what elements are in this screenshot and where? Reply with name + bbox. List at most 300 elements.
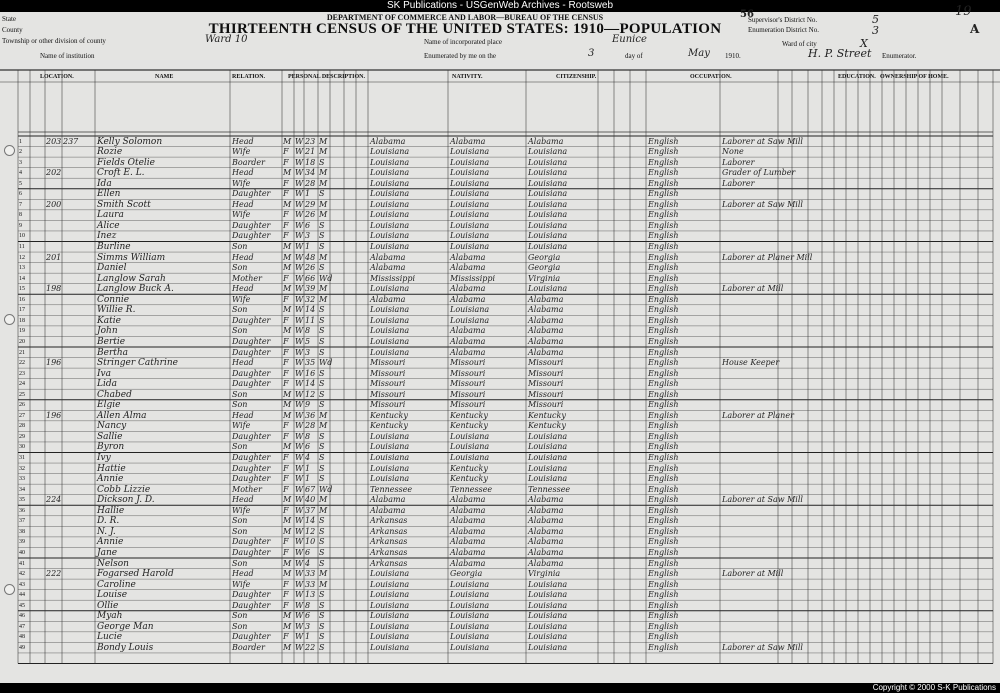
row-cell-bp: Louisiana [370,231,410,241]
row-cell-bp: Louisiana [370,347,410,357]
row-cell-n: 37 [19,518,25,525]
row-cell-rel: Daughter [232,220,271,230]
row-cell-age: 39 [305,284,316,294]
row-cell-ms: M [319,210,328,220]
row-cell-ms: Wd [319,273,333,283]
row-cell-fbp: Louisiana [450,199,490,209]
row-cell-lang: English [648,505,679,515]
row-cell-lang: English [648,400,679,410]
row-cell-mbp: Alabama [528,305,564,315]
row-cell-mbp: Alabama [528,136,564,146]
row-cell-ms: M [319,410,328,420]
row-cell-n: 29 [19,433,25,440]
row-cell-n: 49 [19,644,25,651]
row-cell-fbp: Louisiana [450,442,490,452]
row-cell-rel: Daughter [232,463,271,473]
row-cell-name: Myah [97,611,123,622]
row-cell-mbp: Louisiana [528,600,568,610]
row-cell-name: Kelly Solomon [97,136,163,147]
row-cell-n: 39 [19,539,25,546]
row-cell-occ: Laborer at Mill [722,569,784,579]
row-cell-mbp: Alabama [528,526,564,536]
row-cell-bp: Alabama [370,495,406,505]
row-cell-bp: Missouri [370,389,406,399]
row-cell-race: W [295,558,304,568]
row-cell-race: W [295,453,304,462]
source-bar-text: SK Publications - USGenWeb Archives - Rootsweb [386,0,614,11]
row-cell-name: Daniel [97,263,127,274]
row-cell-lang: English [648,421,679,431]
row-cell-race: W [295,484,304,494]
row-cell-name: Burline [97,242,131,252]
row-cell-sex: F [283,590,289,600]
row-cell-mbp: Alabama [528,336,564,346]
row-cell-age: 14 [305,516,316,526]
supervisor-number: 5 [872,13,879,26]
row-cell-age: 5 [305,336,311,346]
row-cell-race: W [295,431,304,441]
binder-hole [4,314,15,325]
row-cell-mbp: Louisiana [528,242,568,251]
row-cell-name: Elgie [97,400,121,411]
row-cell-mbp: Louisiana [528,199,568,209]
row-cell-n: 40 [19,549,25,556]
row-cell-sex: M [283,526,292,536]
row-cell-age: 1 [305,632,311,642]
row-cell-age: 13 [305,590,316,600]
row-cell-sex: M [283,516,292,526]
row-cell-lang: English [648,157,679,167]
group-nativity: NATIVITY. [452,74,483,80]
row-cell-name: Ida [97,178,112,189]
row-cell-occ: None [722,147,744,157]
row-cell-mbp: Missouri [528,368,564,378]
row-cell-sex: M [283,389,292,399]
row-cell-age: 12 [305,389,316,399]
row-cell-fbp: Kentucky [450,474,488,484]
row-cell-rel: Daughter [232,189,271,199]
row-cell-rel: Head [232,495,254,505]
row-cell-name: Allen Alma [97,410,147,421]
enumerator-label: Enumerator. [882,52,917,60]
row-cell-rel: Son [232,242,248,251]
row-cell-rel: Daughter [232,379,271,389]
township-value: Ward 10 [205,34,248,45]
row-cell-bp: Louisiana [370,621,410,631]
row-cell-ms: M [319,252,328,262]
row-cell-lang: English [648,273,679,283]
row-cell-dw: 198 [46,284,62,294]
row-cell-race: W [295,136,304,146]
row-cell-name: Katie [97,315,121,326]
row-cell-sex: M [283,168,292,178]
row-cell-n: 5 [19,180,22,187]
row-cell-ms: M [319,421,328,431]
row-cell-lang: English [648,495,679,505]
row-cell-bp: Louisiana [370,189,410,199]
row-cell-lang: English [648,569,679,579]
row-cell-n: 46 [19,613,25,620]
row-cell-name: Ivy [97,453,111,463]
row-cell-bp: Louisiana [370,315,410,325]
row-cell-age: 8 [305,326,311,336]
row-cell-rel: Daughter [232,347,271,357]
row-cell-n: 47 [19,623,25,630]
row-cell-sex: M [283,326,292,336]
row-cell-bp: Alabama [370,136,406,146]
row-cell-mbp: Louisiana [528,431,568,441]
row-cell-lang: English [648,547,679,557]
row-cell-bp: Louisiana [370,642,410,652]
row-cell-sex: M [283,305,292,315]
row-cell-dw: 196 [46,358,62,368]
row-cell-ms: S [319,220,325,230]
row-cell-rel: Boarder [232,642,265,652]
row-cell-fbp: Alabama [450,516,486,526]
row-cell-age: 6 [305,220,311,230]
row-cell-sex: F [283,484,289,494]
row-cell-fbp: Missouri [450,400,486,410]
row-cell-race: W [295,294,304,304]
row-cell-n: 19 [19,328,25,335]
row-cell-lang: English [648,189,679,199]
row-cell-lang: English [648,347,679,357]
row-cell-bp: Louisiana [370,442,410,452]
row-cell-fam: 237 [63,136,79,146]
row-cell-sex: F [283,178,289,188]
row-cell-n: 9 [19,222,22,229]
row-cell-sex: F [283,315,289,325]
row-cell-occ: Laborer at Saw Mill [722,495,803,505]
row-cell-name: Ollie [97,600,119,611]
row-cell-ms: S [319,600,325,610]
row-cell-fbp: Alabama [450,347,486,357]
row-cell-fbp: Louisiana [450,453,490,462]
row-cell-lang: English [648,463,679,473]
row-cell-race: W [295,347,304,357]
row-cell-rel: Daughter [232,453,271,462]
row-cell-age: 26 [305,263,316,273]
row-cell-name: Annie [97,474,124,485]
row-cell-mbp: Georgia [528,252,561,262]
row-cell-bp: Kentucky [370,421,408,431]
row-cell-n: 35 [19,497,25,504]
row-cell-ms: S [319,368,325,378]
row-cell-bp: Louisiana [370,600,410,610]
row-cell-bp: Alabama [370,263,406,273]
row-cell-lang: English [648,516,679,526]
row-cell-bp: Louisiana [370,284,410,294]
row-cell-mbp: Louisiana [528,231,568,241]
row-cell-rel: Mother [232,484,262,494]
row-cell-mbp: Louisiana [528,284,568,294]
row-cell-fbp: Alabama [450,294,486,304]
row-cell-race: W [295,590,304,600]
row-cell-mbp: Kentucky [528,421,566,431]
row-cell-n: 23 [19,370,25,377]
row-cell-n: 25 [19,391,25,398]
row-cell-race: W [295,421,304,431]
row-cell-age: 33 [305,579,316,589]
row-cell-rel: Son [232,389,248,399]
row-cell-name: Simms William [97,252,166,263]
row-cell-race: W [295,505,304,515]
row-cell-age: 34 [305,168,316,178]
row-cell-age: 3 [305,347,311,357]
row-cell-name: George Man [97,621,154,632]
row-cell-sex: M [283,558,292,568]
row-cell-lang: English [648,621,679,631]
row-cell-n: 38 [19,528,25,535]
row-cell-age: 3 [305,621,311,631]
row-cell-n: 41 [19,560,25,567]
row-cell-lang: English [648,178,679,188]
row-cell-bp: Arkansas [370,547,408,557]
row-cell-fbp: Alabama [450,547,486,557]
row-cell-sex: F [283,231,289,241]
row-cell-name: Jane [97,547,118,558]
row-cell-fbp: Missouri [450,379,486,389]
row-cell-ms: S [319,189,325,199]
row-cell-rel: Son [232,558,248,568]
row-cell-race: W [295,632,304,642]
row-cell-rel: Head [232,410,254,420]
day-of-label: day of [625,52,643,60]
row-cell-sex: F [283,547,289,557]
row-cell-lang: English [648,336,679,346]
row-cell-lang: English [648,220,679,230]
row-cell-race: W [295,252,304,262]
row-cell-mbp: Alabama [528,558,564,568]
row-cell-bp: Louisiana [370,611,410,621]
row-cell-n: 21 [19,349,25,356]
row-cell-lang: English [648,642,679,652]
row-cell-dw: 201 [46,252,62,262]
row-cell-rel: Wife [232,210,251,220]
row-cell-bp: Louisiana [370,474,410,484]
row-cell-lang: English [648,379,679,389]
row-cell-ms: S [319,431,325,441]
row-cell-age: 21 [305,147,316,157]
department-heading: DEPARTMENT OF COMMERCE AND LABOR—BUREAU OF THE CENSUS [326,13,604,22]
row-cell-name: N. J. [97,526,116,537]
row-cell-age: 10 [305,537,316,547]
row-cell-mbp: Missouri [528,358,564,368]
row-cell-bp: Louisiana [370,590,410,600]
row-cell-fbp: Louisiana [450,189,490,199]
row-cell-age: 1 [305,242,311,251]
row-cell-bp: Louisiana [370,463,410,473]
group-occupation: OCCUPATION. [690,74,732,80]
row-cell-n: 45 [19,602,25,609]
binder-hole [4,584,15,595]
row-cell-sex: M [283,442,292,452]
row-cell-rel: Son [232,526,248,536]
row-cell-name: Nelson [97,558,129,569]
row-cell-dw: 203 [46,136,62,146]
row-cell-name: John [97,326,118,337]
row-cell-ms: M [319,579,328,589]
row-cell-age: 6 [305,611,311,621]
row-cell-sex: F [283,421,289,431]
row-cell-name: Byron [97,442,125,453]
row-cell-rel: Daughter [232,315,271,325]
row-cell-age: 32 [305,294,316,304]
row-cell-n: 43 [19,581,25,588]
incorporated-label: Name of incorporated place [424,38,502,46]
row-cell-fbp: Alabama [450,284,486,294]
row-cell-sex: F [283,453,289,462]
row-cell-mbp: Alabama [528,537,564,547]
row-cell-rel: Head [232,168,254,178]
row-cell-fbp: Louisiana [450,178,490,188]
row-cell-fbp: Alabama [450,336,486,346]
row-cell-lang: English [648,358,679,368]
row-cell-lang: English [648,168,679,178]
row-cell-sex: M [283,569,292,579]
row-cell-name: Inez [97,231,117,242]
row-cell-bp: Louisiana [370,579,410,589]
row-cell-rel: Head [232,569,254,579]
row-cell-occ: House Keeper [722,358,780,368]
row-cell-lang: English [648,410,679,420]
enumeration-number: 3 [872,24,879,37]
row-cell-ms: M [319,147,328,157]
row-cell-n: 48 [19,634,25,641]
row-cell-bp: Arkansas [370,526,408,536]
row-cell-mbp: Louisiana [528,463,568,473]
row-cell-race: W [295,579,304,589]
row-cell-n: 8 [19,212,22,219]
row-cell-mbp: Tennessee [528,484,571,494]
row-cell-ms: S [319,347,325,357]
row-cell-race: W [295,168,304,178]
row-cell-fbp: Louisiana [450,579,490,589]
row-cell-race: W [295,463,304,473]
row-cell-name: Lucie [97,632,123,643]
row-cell-fbp: Louisiana [450,305,490,315]
row-cell-age: 22 [305,642,316,652]
row-cell-race: W [295,442,304,452]
row-cell-age: 4 [305,453,311,462]
row-cell-rel: Daughter [232,368,271,378]
row-cell-sex: M [283,621,292,631]
row-cell-fbp: Mississippi [450,273,496,283]
row-cell-bp: Arkansas [370,537,408,547]
row-cell-sex: M [283,642,292,652]
row-cell-lang: English [648,210,679,220]
row-cell-n: 10 [19,233,25,240]
row-cell-sex: F [283,474,289,484]
row-cell-ms: M [319,136,328,146]
row-cell-mbp: Alabama [528,315,564,325]
row-cell-dw: 224 [46,495,62,505]
group-ownership: OWNERSHIP OF HOME. [880,74,949,80]
row-cell-race: W [295,147,304,157]
row-cell-mbp: Louisiana [528,210,568,220]
enumerated-label: Enumerated by me on the [424,52,496,60]
row-cell-name: Annie [97,537,124,548]
row-cell-ms: S [319,326,325,336]
row-cell-lang: English [648,474,679,484]
row-cell-mbp: Louisiana [528,453,568,462]
row-cell-race: W [295,526,304,536]
row-cell-rel: Wife [232,294,251,304]
row-cell-mbp: Alabama [528,505,564,515]
row-cell-mbp: Alabama [528,294,564,304]
row-cell-n: 34 [19,486,25,493]
row-cell-fbp: Louisiana [450,600,490,610]
row-cell-lang: English [648,484,679,494]
row-cell-occ: Laborer at Saw Mill [722,199,803,209]
row-cell-name: Ellen [97,189,121,200]
row-cell-bp: Louisiana [370,431,410,441]
row-cell-bp: Alabama [370,252,406,262]
row-cell-sex: M [283,136,292,146]
row-cell-n: 7 [19,201,22,208]
row-cell-n: 3 [19,159,22,166]
row-cell-n: 28 [19,423,25,430]
row-cell-race: W [295,537,304,547]
row-cell-lang: English [648,231,679,241]
row-cell-lang: English [648,315,679,325]
row-cell-race: W [295,611,304,621]
row-cell-ms: S [319,621,325,631]
row-cell-lang: English [648,284,679,294]
row-cell-race: W [295,547,304,557]
row-cell-mbp: Alabama [528,326,564,336]
row-cell-race: W [295,389,304,399]
row-cell-bp: Louisiana [370,336,410,346]
row-cell-age: 29 [305,199,316,209]
binder-hole [4,145,15,156]
row-cell-age: 37 [305,505,316,515]
row-cell-age: 16 [305,368,316,378]
row-cell-n: 15 [19,286,25,293]
row-cell-name: Smith Scott [97,199,151,210]
row-cell-rel: Head [232,284,254,294]
row-cell-ms: S [319,263,325,273]
row-cell-mbp: Virginia [528,569,561,579]
row-cell-ms: M [319,294,328,304]
row-cell-ms: S [319,474,325,484]
row-cell-mbp: Louisiana [528,642,568,652]
row-cell-age: 1 [305,463,311,473]
row-cell-age: 6 [305,547,311,557]
row-cell-race: W [295,400,304,410]
row-cell-age: 3 [305,231,311,241]
row-cell-ms: M [319,199,328,209]
row-cell-name: Fogarsed Harold [97,569,174,580]
row-cell-rel: Son [232,326,248,336]
row-cell-mbp: Alabama [528,516,564,526]
row-cell-fbp: Louisiana [450,315,490,325]
row-cell-bp: Louisiana [370,168,410,178]
row-cell-lang: English [648,442,679,452]
row-cell-race: W [295,569,304,579]
row-cell-name: Lida [97,379,117,390]
row-cell-mbp: Louisiana [528,168,568,178]
row-cell-n: 2 [19,149,22,156]
row-cell-n: 27 [19,412,25,419]
row-cell-mbp: Louisiana [528,579,568,589]
row-cell-mbp: Virginia [528,273,561,283]
row-cell-fbp: Louisiana [450,168,490,178]
row-cell-ms: S [319,242,325,251]
row-cell-n: 30 [19,444,25,451]
row-cell-age: 33 [305,569,316,579]
row-cell-rel: Daughter [232,231,271,241]
